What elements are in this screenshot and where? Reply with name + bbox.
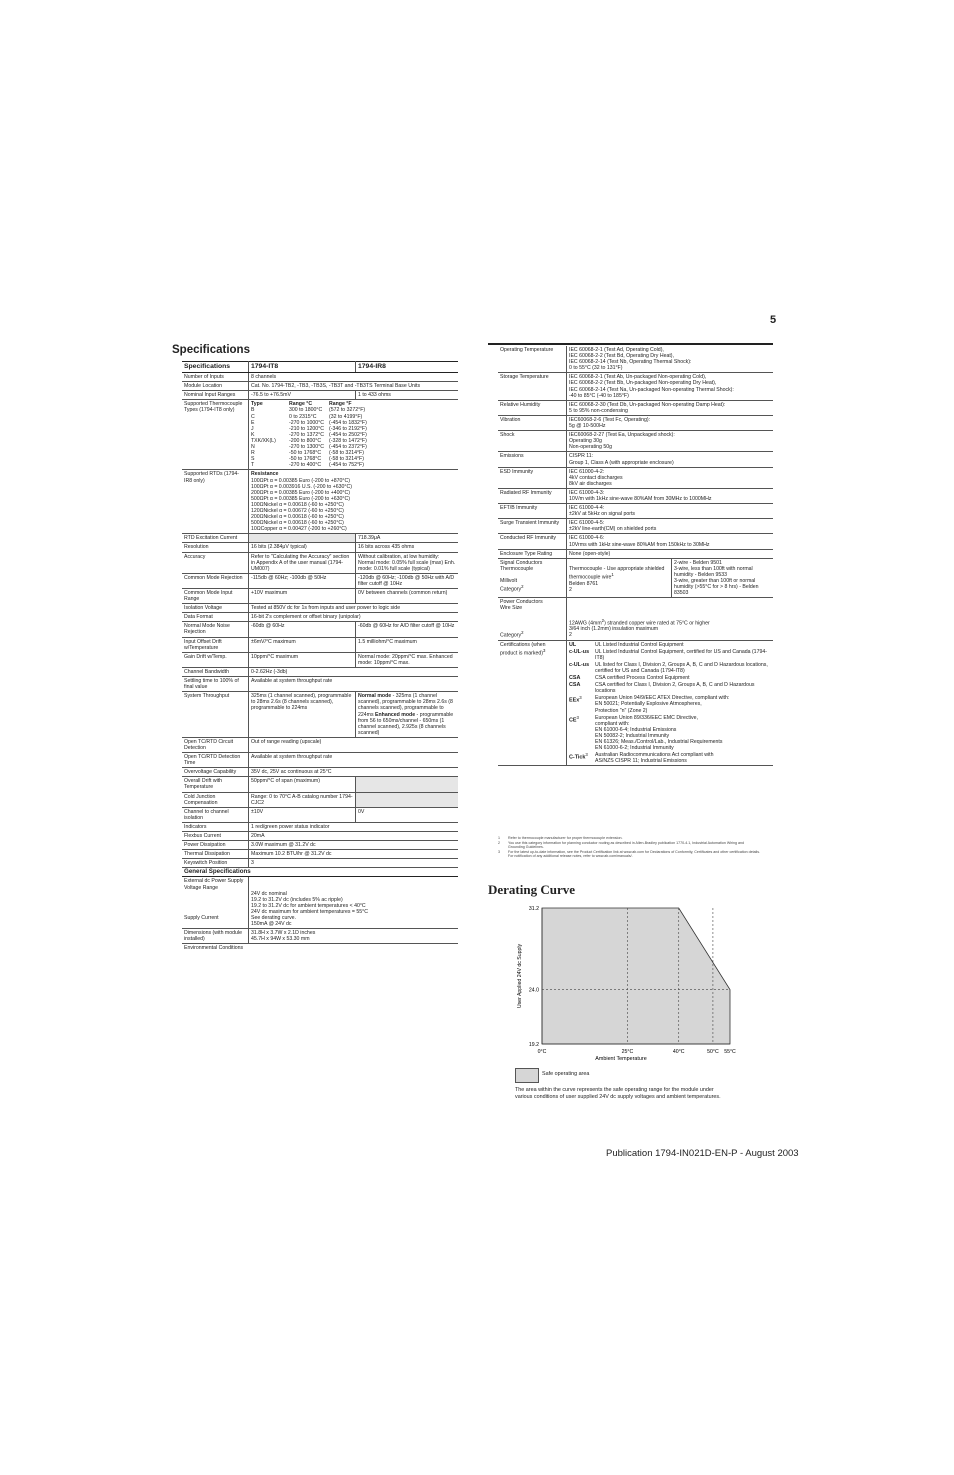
table-row: Keyswitch Position 3 (182, 859, 458, 868)
cert-mark: UL (569, 641, 577, 648)
cert-mark: c-UL-us (569, 648, 590, 655)
legend-swatch (515, 1068, 539, 1083)
tc-cell: (-454 to 1832°F) (329, 419, 367, 426)
table-row: Supported RTDs (1794-IR8 only) Resistance 100ΩPt α = 0.00385 Euro (-200 to +870°C) 100ΩPt α = 0.003916 U.S. (-200 to +630°C) 200ΩPt α = 0.00385 Euro (-200 to +400°C) 500ΩPt α = 0.00385 Euro (-200 to +630°C) 100ΩNickel α = 0.00618 (-60 to +250°C) 120ΩNickel α = 0.00672 (-60 to +250°C) 200ΩNickel α = 0.00618 (-60 to +250°C) 500ΩNickel α = 0.00618 (-60 to +250°C) 10ΩCopper α = 0.00427 (-200 to +260°C) (182, 470, 458, 534)
specifications-heading: Specifications (172, 344, 250, 356)
table-row: Open TC/RTD Detection Time Available at system throughput rate (182, 753, 458, 768)
tc-cell: 300 to 1800°C (289, 407, 323, 414)
tc-cell: S (251, 456, 255, 463)
table-row: Dimensions (with module installed) 31.8H x 3.7W x 2.1D inches 45.7H x 94W x 53.30 mm (182, 929, 458, 944)
table-row: Surge Transient Immunity IEC 61000-4-5: ±2kV line-earth(CM) on shielded ports (498, 519, 773, 534)
tc-cell: -50 to 1768°C (289, 450, 322, 457)
table-row: ESD Immunity IEC 61000-4-2: 4kV contact discharges 8kV air discharges (498, 467, 773, 488)
tc-cell: (-346 to 2192°F) (329, 425, 367, 432)
table-row: Overvoltage Capability 35V dc, 25V ac continuous at 25°C (182, 768, 458, 777)
y-tick-label: 24.0 (528, 987, 539, 994)
footnote: 3 For the latest up-to-date information, see the Product Certification link at www.ab.com for Declarations of Conformity, Certificates and other certification details. For notification of any additional release notes, refer to www.ab.com/manuals/. (498, 849, 761, 858)
tc-cell: -270 to 1000°C (289, 419, 324, 426)
table-row: System Throughput 325ms (1 channel scanned), programmable to 28ms 2.6s (8 channels scanned), programmable to 224ms Normal mode - 325ms (1 channel scanned), programmable to 28ms 2.6s (8 channels scanned), programmable to 224ms Enhanced mode - programmable from 56 to 650ms/channel - 650ms (1 channel scanned), 2.925s (8 channels scanned) (182, 692, 458, 738)
x-tick-label: 0°C (537, 1049, 547, 1055)
table-row: Accuracy Refer to "Calculating the Accuracy" section in Appendix A of the user manual (1794-UM007) Without calibration, at low humidity: Normal mode: 0.05% full scale (max) Enh. mode: 0.01% full scale (typical) (182, 552, 458, 573)
cert-description: European Union 89/336/EEC EMC Directive, compliant with: EN 61000-6-4; Industrial Emissions EN 50082-2; Industrial Immunity EN 61326; Meas./Control/Lab., Industrial Requirements EN 61000-6-2; Industrial Immunity (595, 714, 723, 752)
tc-cell: J (251, 425, 254, 432)
tc-cell: -270 to 400°C (289, 462, 322, 469)
table-row: Open TC/RTD Circuit Detection Out of range reading (upscale) (182, 737, 458, 752)
derating-curve-title: Derating Curve (488, 882, 576, 897)
table-row: Shock IEC60068-2-27 (Test Ea, Unpackaged shock): Operating 30g Non-operating 50g (498, 431, 773, 452)
table-row: External dc Power Supply Voltage Range Supply Current 24V dc nominal 19.2 to 31.2V dc (includes 5% ac ripple) 19.2 to 31.2V dc for ambient temperatures < 40°C 24V dc maximum for ambient temperatures = 55°C See derating curve. 150mA @ 24V dc (182, 877, 458, 929)
tc-cell: N (251, 444, 255, 451)
tc-range-c-header: Range °C (289, 401, 313, 408)
derating-note: The area within the curve represents the safe operating range for the module under various conditions of user supplied 24V dc supply voltages and ambient temperatures. (515, 1087, 721, 1100)
footnotes (498, 836, 760, 859)
table-row: Signal Conductors Thermocouple Millivolt Category$^2$ Thermocouple - Use appropriate shielded thermocouple wire$^1$ Belden 8761 2 2-wire - Belden 9501 3-wire, less than 100ft with normal humidity - Belden 9533 3-wire, greater than 100ft or normal humidity (>55°C for > 8 hrs) - Belden 83503 (498, 558, 773, 598)
table-row: Gain Drift w/Temp. 10ppm/°C maximum Normal mode: 20ppm/°C max. Enhanced mode: 10ppm/°C max. (182, 652, 458, 667)
tc-cell: -210 to 1200°C (289, 425, 324, 432)
tc-type-header: Type (251, 401, 263, 408)
footnote: 2 You use this category information for planning conductor routing as described in Allen-Bradley publication 1770-4.1, Industrial Automation Wiring and Grounding Guidelines. (498, 840, 744, 849)
tc-cell: T (251, 462, 255, 469)
table-row: Isolation Voltage Tested at 850V dc for 1s from inputs and user power to logic side (182, 604, 458, 613)
rtd-list: 100ΩPt α = 0.00385 Euro (-200 to +870°C) 100ΩPt α = 0.003916 U.S. (-200 to +630°C) 200ΩPt α = 0.00385 Euro (-200 to +400°C) 500ΩPt α = 0.00385 Euro (-200 to +630°C) 100ΩNickel α = 0.00618 (-60 to +250°C) 120ΩNickel α = 0.00672 (-60 to +250°C) 200ΩNickel α = 0.00618 (-60 to +250°C) 500ΩNickel α = 0.00618 (-60 to +250°C) 10ΩCopper α = 0.00427 (-200 to +260°C) (251, 477, 352, 533)
tc-cell: (-328 to 1472°F) (329, 437, 367, 444)
table-row: Storage Temperature IEC 60068-2-1 (Test Ab, Un-packaged Non-operating Cold), IEC 60068-2-2 (Test Bb, Un-packaged Non-operating Dry Heat), IEC 60068-2-14 (Test Na, Un-packaged Non-operating Thermal Shock): -40 to 85°C (-40 to 185°F) (498, 373, 773, 400)
table-row: Environmental Conditions (184, 945, 244, 952)
chart-group (517, 906, 736, 1062)
tc-cell: E (251, 419, 255, 426)
thermocouple-grid (251, 401, 456, 468)
cert-description: European Union 94/9/EEC ATEX Directive, compliant with: EN 50021; Potentially Explosive Atmospheres, Protection "n" (Zone 2) (595, 695, 730, 714)
table-row: Cold Junction Compensation Range: 0 to 70°C A-B catalog number 1794-CJC2 (182, 792, 458, 807)
tc-cell: K (251, 431, 255, 438)
cert-description: CSA certified for Class I, Division 2, Groups A, B, C and D Hazardous locations (595, 682, 755, 695)
table-row: Data Format 16-bit 2's complement or offset binary (unipolar) (182, 613, 458, 622)
cert-mark: CSA (569, 682, 581, 689)
table-row: Power Dissipation 3.0W maximum @ 31.2V dc (182, 841, 458, 850)
tc-range-f-header: Range °F (329, 401, 352, 408)
tc-cell: R (251, 450, 255, 457)
table-row: Overall Drift with Temperature 50ppm/°C of span (maximum) (182, 777, 458, 792)
tc-cell: -50 to 1768°C (289, 456, 322, 463)
thermocouple-types-cell (249, 400, 459, 470)
cert-mark: C-Tick$^3$ (569, 752, 588, 761)
table-row: Operating Temperature IEC 60068-2-1 (Test Ad, Operating Cold), IEC 60068-2-2 (Test Bd, Operating Dry Heat), IEC 60068-2-14 (Test Nb, Operating Thermal Shock): 0 to 55°C (32 to 131°F) (498, 346, 773, 373)
tc-cell: (-58 to 3214°F) (329, 456, 364, 463)
table-row: Certifications (when product is marked)$^3$ UL UL Listed Industrial Control Equipment c-UL-us UL Listed Industrial Control Equipment, certified for US and Canada (1794-IT8) c-UL-us UL listed for Class I, Division 2, Groups A, B, C and D Hazardous locations, certified for US and Canada (1794-IT8) CSA CSA certified Process Control Equipment CSA CSA certified for Class I, Division 2, Groups A, B, C and D Hazardous locations EEx$^3$ European Union 94/9/EEC ATEX Directive, compliant with: EN 50021; Potentially Explosive Atmospheres, Protection "n" (Zone 2) $CE^3$ European Union 89/336/EEC EMC Directive, compliant with: EN 61000-6-4; Industrial Emissions EN 50082-2; Industrial Immunity EN 61326; Meas./Control/Lab., Industrial Requirements EN 61000-6-2; Industrial Immunity C-Tick$^3$ Australian Radiocommunications Act compliant with AS/NZS CISPR 11; Industrial Emissions (498, 640, 773, 766)
y-tick-label: 31.2 (528, 906, 539, 912)
specifications-table (182, 361, 458, 953)
publication-footer: Publication 1794-IN021D-EN-P - August 2003 (606, 1148, 799, 1159)
tc-cell: -270 to 1300°C (289, 444, 324, 451)
environmental-conditions-table (498, 346, 773, 766)
table-row: Common Mode Input Range +10V maximum 0V between channels (common return) (182, 589, 458, 604)
table-row: Common Mode Rejection -115db @ 60Hz; -100db @ 50Hz -120db @ 60Hz; -100db @ 50Hz with A/D filter cutoff @ 10Hz (182, 573, 458, 588)
table-row: Module Location Cat. No. 1794-TB2, -TB3, -TB3S, -TB3T and -TB3TS Terminal Base Units (182, 382, 458, 391)
table-row: Settling time to 100% of final value Available at system throughput rate (182, 677, 458, 692)
table-row: Nominal Input Ranges -76.5 to +76.5mV 1 to 433 ohms (182, 391, 458, 400)
derating-curve-chart (510, 900, 740, 1070)
cert-description: Australian Radiocommunications Act compliant with AS/NZS CISPR 11; Industrial Emissions (595, 752, 714, 765)
table-row: Emissions CISPR 11: Group 1, Class A (with appropriate enclosure) (498, 452, 773, 467)
page-number: 5 (770, 314, 777, 326)
table-row: Power Conductors Wire Size Category$^2$ 12AWG $(4mm^2)$ stranded copper wire rated at 75°C or higher 3/64 inch (1.2mm) insulation maximum 2 (498, 598, 773, 640)
cert-mark: CSA (569, 675, 581, 682)
tc-cell: (-454 to 2502°F) (329, 431, 367, 438)
tc-cell: (-454 to 752°F) (329, 462, 364, 469)
tc-cell: (572 to 3272°F) (329, 407, 366, 414)
table-row: RTD Excitation Current 718.39μA (182, 534, 458, 543)
general-specifications-header: General Specifications (182, 868, 458, 877)
tc-cell: TXK/XK(L) (251, 437, 276, 444)
cert-mark: $CE^3$ (569, 714, 579, 724)
table-row: Number of Inputs 8 channels (182, 373, 458, 382)
y-tick-label: 19.2 (528, 1042, 539, 1048)
header-specifications: Specifications (182, 362, 249, 373)
table-row: Relative Humidity IEC 60068-2-30 (Test Db, Un-packaged Non-operating Damp Heat): 5 to 95% non-condensing (498, 400, 773, 415)
header-1794-ir8: 1794-IR8 (356, 362, 459, 373)
table-row: Enclosure Type Rating None (open-style) (498, 549, 773, 558)
certifications-list (569, 642, 771, 765)
table-row: EFT/B Immunity IEC 61000-4-4: ±2kV at 5kHz on signal ports (498, 504, 773, 519)
cert-description: UL Listed Industrial Control Equipment, certified for US and Canada (1794-IT8) (595, 648, 767, 661)
table-header-row (182, 362, 458, 373)
cert-mark: EEx$^3$ (569, 695, 582, 705)
rtd-resistance-title: Resistance (251, 471, 279, 478)
table-row: Supported Thermocouple Types (1794-IT8 only) Type Range °C Range °F B 300 to 1800°C (572 to 3272°F) C 0 to 2315°C (32 to 4199°F) E -270 to 1000°C (-454 to 1832°F) J -210 to 1200°C (-346 to 2192°F) K -270 to 1372°C (-454 to 2502°F) TXK/XK(L) -200 to 800°C (-328 to 1472°F) N -270 to 1300°C (-454 to 2372°F) R -50 to 1768°C (-58 to 3214°F) S -50 to 1768°C (-58 to 3214°F) T -270 to 400°C (-454 to 752°F) (182, 400, 458, 470)
cert-description: UL Listed Industrial Control Equipment (595, 641, 684, 648)
legend-label: Safe operating area (542, 1071, 590, 1077)
footnote: 1 Refer to thermocouple manufacturer for proper thermocouple extension. (498, 836, 623, 840)
x-tick-label: 40°C (672, 1049, 685, 1055)
table-row: Channel to channel isolation ±10V 0V (182, 807, 458, 822)
tc-cell: 0 to 2315°C (289, 413, 317, 420)
x-tick-label: 50°C (707, 1049, 719, 1055)
table-row: Resolution 16 bits (2.384μV typical) 16 bits across 435 ohms (182, 543, 458, 552)
tc-cell: (-58 to 3214°F) (329, 450, 364, 457)
cert-mark: c-UL-us (569, 661, 590, 668)
table-row: Input Offset Drift w/Temperature ±6mV/°C maximum 1.5 milliohm/°C maximum (182, 637, 458, 652)
header-1794-it8: 1794-IT8 (249, 362, 356, 373)
y-axis-label: User Applied 24V dc Supply (517, 943, 523, 1009)
table-row: Thermal Dissipation Maximum 10.2 BTU/hr @ 31.2V dc (182, 850, 458, 859)
table-row: Vibration IEC60068-2-6 (Test Fc, Operating): 5g @ 10-500Hz (498, 415, 773, 430)
cert-description: CSA certified Process Control Equipment (595, 675, 690, 682)
x-axis-label: Ambient Temperature (595, 1056, 647, 1062)
tc-cell: -270 to 1372°C (289, 431, 324, 438)
x-tick-label: 55°C (724, 1049, 736, 1055)
tc-cell: B (251, 407, 255, 414)
top-rule (488, 343, 773, 345)
tc-cell: (-454 to 2372°F) (329, 444, 367, 451)
table-row: Flexbus Current 20mA (182, 832, 458, 841)
table-row: Channel Bandwidth 0-2.62Hz (-3db) (182, 667, 458, 676)
x-tick-label: 25°C (621, 1049, 634, 1055)
tc-cell: -200 to 800°C (289, 437, 322, 444)
tc-cell: (32 to 4199°F) (329, 413, 363, 420)
table-row: Normal Mode Noise Rejection -60db @ 60Hz -60db @ 60Hz for A/D filter cutoff @ 10Hz (182, 622, 458, 637)
table-row: Conducted RF Immunity IEC 61000-4-6: 10Vrms with 1kHz sine-wave 80%AM from 150kHz to 30MHz (498, 534, 773, 549)
cert-description: UL listed for Class I, Division 2, Groups A, B, C and D Hazardous locations, certified for US and Canada (1794-IT8) (595, 661, 768, 674)
table-row: Indicators 1 red/green power status indicator (182, 822, 458, 831)
tc-cell: C (251, 413, 255, 420)
table-row: Radiated RF Immunity IEC 61000-4-3: 10V/m with 1kHz sine-wave 80%AM from 30MHz to 1000MHz (498, 488, 773, 503)
safe-area-polygon (542, 908, 730, 1044)
